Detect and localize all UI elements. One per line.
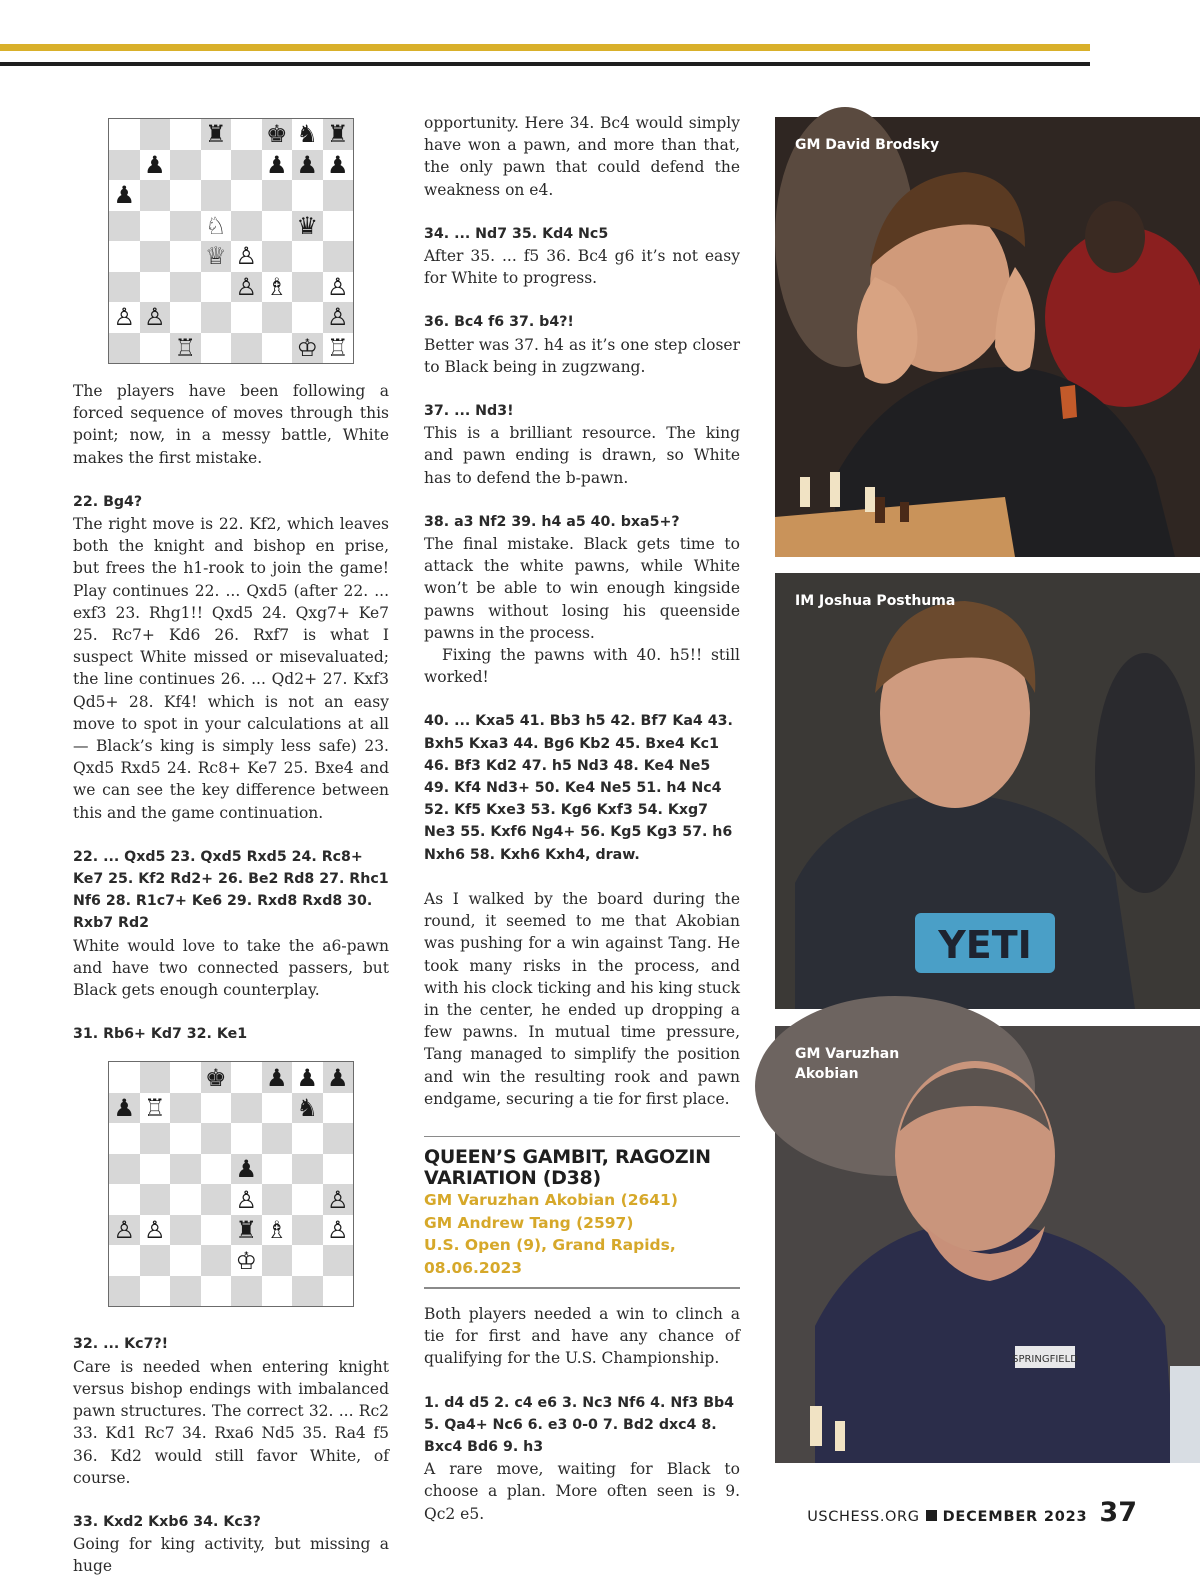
board-square: [323, 1184, 354, 1215]
board-square: [262, 150, 293, 181]
paragraph: The final mistake. Black gets time to attack the white pawns, while White won’t be able to win enough kingside pawns without losing his queenside pawns in the process.: [424, 535, 740, 642]
board-square: [231, 333, 262, 364]
column-middle: [424, 112, 740, 1525]
board-square: [109, 180, 140, 211]
move-text: 22. ... Qxd5 23. Qxd5 Rxd5 24. Rc8+ Ke7 25. Kf2 Rd2+ 26. Be2 Rd8 27. Rhc1 Nf6 28. R1c7+ Ke6 29. Rxd8 Rxd8 30. Rxb7 Rd2: [73, 848, 389, 932]
white-player: GM Varuzhan Akobian (2641): [424, 1191, 678, 1210]
board-square: [231, 1215, 262, 1246]
board-square: [292, 241, 323, 272]
board-square: [201, 1215, 232, 1246]
board-square: [140, 211, 171, 242]
move-text: 37. ... Nd3!: [424, 403, 514, 420]
board-square: [323, 180, 354, 211]
board-square: [323, 1245, 354, 1276]
paragraph: opportunity. Here 34. Bc4 would simply have won a pawn, and more than that, the only pawn that could defend the weakness on e4.: [424, 114, 740, 199]
board-square: [262, 241, 293, 272]
paragraph: The players have been following a forced sequence of moves through this point; now, in a messy battle, White makes the first mistake.: [73, 382, 389, 467]
board-square: [231, 180, 262, 211]
board-square: [140, 180, 171, 211]
board-square: [262, 1123, 293, 1154]
shirt-logo: YETI: [938, 923, 1032, 967]
black-knight-icon: ♞: [296, 120, 318, 149]
board-square: [292, 1154, 323, 1185]
board-square: [170, 150, 201, 181]
board-square: [292, 1123, 323, 1154]
board-square: [323, 119, 354, 150]
board-square: [231, 1245, 262, 1276]
board-square: [170, 302, 201, 333]
board-square: [201, 1245, 232, 1276]
board-square: [109, 1154, 140, 1185]
board-square: [201, 150, 232, 181]
move-text: 40. ... Kxa5 41. Bb3 h5 42. Bf7 Ka4 43. Bxh5 Kxa3 44. Bg6 Kb2 45. Bxe4 Kc1 46. Bf3 Kd2 47. h5 Nd3 48. Ke4 Ne5 49. Kf4 Nd3+ 50. Ke4 Ne5 51. h4 Nc4 52. Kf5 Kxe3 53. Kg6 Kxf3 54. Kxg7 Ne3 55. Kxf6 Ng4+ 56. Kg5 Kg3 57. h6 Nxh6 58. Kxh6 Kxh4, draw.: [424, 713, 733, 863]
board-square: [323, 1215, 354, 1246]
paragraph: A rare move, waiting for Black to choose a plan. More often seen is 9. Qc2 e5.: [424, 1460, 740, 1523]
move-text: 22. Bg4?: [73, 493, 143, 510]
white-pawn-icon: ♙: [235, 272, 257, 301]
board-square: [201, 333, 232, 364]
board-square: [262, 1276, 293, 1307]
photo-caption: IM Joshua Posthuma: [795, 593, 956, 609]
board-square: [231, 272, 262, 303]
board-square: [292, 333, 323, 364]
column-left: [73, 118, 389, 1578]
white-king-icon: ♔: [235, 1246, 257, 1275]
board-square: [140, 241, 171, 272]
board-square: [201, 119, 232, 150]
board-square: [170, 272, 201, 303]
board-square: [109, 1245, 140, 1276]
board-square: [170, 1184, 201, 1215]
footer-site: USCHESS.ORG: [807, 1509, 920, 1525]
board-square: [262, 119, 293, 150]
white-rook-icon: ♖: [143, 1094, 166, 1123]
board-square: [231, 1093, 262, 1124]
black-pawn-icon: ♟: [296, 150, 318, 179]
photo-caption: GM David Brodsky: [795, 137, 940, 153]
board-square: [262, 1154, 293, 1185]
board-square: [109, 1215, 140, 1246]
photo-caption: [795, 1044, 899, 1084]
board-square: [170, 119, 201, 150]
board-square: [262, 1093, 293, 1124]
move-text: 33. Kxd2 Kxb6 34. Kc3?: [73, 1513, 261, 1530]
white-pawn-icon: ♙: [113, 1216, 135, 1245]
photo-caption-line: GM Varuzhan: [795, 1046, 900, 1062]
photo-caption-line: Akobian: [795, 1066, 859, 1082]
white-pawn-icon: ♙: [326, 1216, 349, 1245]
board-square: [292, 272, 323, 303]
paragraph: The right move is 22. Kf2, which leaves both the knight and bishop en prise, but frees the h1-rook to join the game! Play continues 22. ... Qxd5 (after 22. ... exf3 23. Rhg1!! Qxd5 24. Qxg7+ Ke7 25. Rc7+ Kd6 26. Rxf7 is what I suspect White missed or misevaluated; the line continues 26. ... Qd2+ 27. Kxf3 Qd5+ 28. Kf4! which is not an easy move to spot in your calculations at all — Black’s king is simply less safe) 23. Qxd5 Rxd5 24. Rc8+ Ke7 25. Bxe4 and we can see the key difference between this and the game continuation.: [73, 515, 389, 822]
player-illustration: [775, 117, 1200, 557]
board-square: [109, 1093, 140, 1124]
board-square: [292, 302, 323, 333]
white-rook-icon: ♖: [326, 333, 349, 362]
white-pawn-icon: ♙: [143, 1216, 166, 1245]
board-square: [323, 211, 354, 242]
board-square: [140, 302, 171, 333]
board-square: [109, 211, 140, 242]
board-square: [323, 1154, 354, 1185]
board-square: [231, 119, 262, 150]
black-king-icon: ♚: [204, 1063, 227, 1092]
board-square: [201, 1184, 232, 1215]
board-square: [109, 272, 140, 303]
black-rook-icon: ♜: [204, 120, 227, 149]
move-text: 31. Rb6+ Kd7 32. Ke1: [73, 1026, 248, 1043]
board-square: [140, 150, 171, 181]
board-square: [201, 1093, 232, 1124]
board-square: [231, 1123, 262, 1154]
board-square: [140, 1215, 171, 1246]
black-pawn-icon: ♟: [113, 181, 135, 210]
black-pawn-icon: ♟: [296, 1063, 318, 1092]
board-square: [292, 180, 323, 211]
board-square: [140, 1276, 171, 1307]
board-square: [323, 241, 354, 272]
black-rook-icon: ♜: [326, 120, 349, 149]
black-player: GM Andrew Tang (2597): [424, 1213, 634, 1232]
section-divider: [424, 1287, 740, 1289]
board-square: [201, 241, 232, 272]
paragraph: As I walked by the board during the round, it seemed to me that Akobian was pushing for a win against Tang. He took many risks in the process, and with his clock ticking and his king stuck in the center, he ended up dropping a few pawns. In mutual time pressure, Tang managed to simplify the position and win the resulting rook and pawn endgame, securing a tie for first place.: [424, 889, 740, 1108]
white-rook-icon: ♖: [174, 333, 196, 362]
board-square: [140, 1154, 171, 1185]
event: U.S. Open (9), Grand Rapids,: [424, 1236, 676, 1255]
paragraph: After 35. ... f5 36. Bc4 g6 it’s not easy for White to progress.: [424, 247, 740, 288]
paragraph: Both players needed a win to clinch a tie for first and have any chance of qualifying for the U.S. Championship.: [424, 1304, 740, 1368]
board-square: [292, 1093, 323, 1124]
board-square: [262, 1245, 293, 1276]
board-square: [262, 180, 293, 211]
board-square: [170, 1093, 201, 1124]
photo-varuzhan-akobian: [775, 1026, 1200, 1463]
white-king-icon: ♔: [296, 333, 318, 362]
board-square: [292, 150, 323, 181]
board-square: [231, 241, 262, 272]
board-square: [109, 333, 140, 364]
board-square: [109, 1062, 140, 1093]
board-square: [231, 1276, 262, 1307]
board-square: [292, 1276, 323, 1307]
board-square: [323, 1062, 354, 1093]
black-pawn-icon: ♟: [265, 150, 288, 179]
white-bishop-icon: ♗: [265, 272, 288, 301]
white-pawn-icon: ♙: [143, 303, 166, 332]
board-square: [201, 302, 232, 333]
board-square: [231, 302, 262, 333]
board-square: [170, 1215, 201, 1246]
board-square: [201, 1062, 232, 1093]
header-dark-rule: [0, 62, 1090, 66]
white-queen-icon: ♕: [204, 242, 227, 271]
black-pawn-icon: ♟: [326, 1063, 349, 1092]
player-illustration: [775, 1026, 1200, 1463]
page-footer: [807, 1497, 1137, 1528]
paragraph: Fixing the pawns with 40. h5!! still worked!: [424, 646, 740, 687]
page-number: 37: [1099, 1497, 1137, 1528]
board-square: [170, 180, 201, 211]
board-square: [323, 1276, 354, 1307]
board-square: [201, 1154, 232, 1185]
board-square: [262, 1215, 293, 1246]
board-square: [109, 150, 140, 181]
board-square: [170, 1245, 201, 1276]
board-square: [292, 211, 323, 242]
board-square: [262, 272, 293, 303]
move-text: 38. a3 Nf2 39. h4 a5 40. bxa5+?: [424, 513, 680, 530]
board-square: [170, 241, 201, 272]
move-text: 36. Bc4 f6 37. b4?!: [424, 314, 574, 331]
chess-diagram-2: [108, 1061, 354, 1307]
white-pawn-icon: ♙: [326, 272, 349, 301]
board-square: [323, 150, 354, 181]
black-queen-icon: ♛: [296, 211, 318, 240]
board-square: [109, 1123, 140, 1154]
board-square: [262, 333, 293, 364]
board-square: [262, 1184, 293, 1215]
paragraph: Better was 37. h4 as it’s one step closer to Black being in zugzwang.: [424, 335, 740, 376]
board-square: [292, 1215, 323, 1246]
board-square: [201, 1276, 232, 1307]
board-square: [170, 1154, 201, 1185]
board-square: [109, 1184, 140, 1215]
black-knight-icon: ♞: [296, 1094, 318, 1123]
section-divider: [424, 1136, 740, 1138]
paragraph: Care is needed when entering knight versus bishop endings with imbalanced pawn structures. The correct 32. ... Rc2 33. Kd1 Rc7 34. Rxa6 Nd5 35. Ra4 f5 36. Kd2 would still favor White, of course.: [73, 1357, 389, 1487]
board-square: [140, 333, 171, 364]
white-pawn-icon: ♙: [235, 1185, 257, 1214]
game-heading-line: VARIATION (D38): [424, 1167, 601, 1190]
paragraph: Going for king activity, but missing a huge: [73, 1535, 389, 1576]
board-square: [109, 119, 140, 150]
white-knight-icon: ♘: [204, 211, 227, 240]
black-pawn-icon: ♟: [235, 1155, 257, 1184]
white-bishop-icon: ♗: [265, 1216, 288, 1245]
black-rook-icon: ♜: [235, 1216, 257, 1245]
board-square: [262, 211, 293, 242]
board-square: [170, 1123, 201, 1154]
board-square: [201, 211, 232, 242]
paragraph: White would love to take the a6-pawn and have two connected passers, but Black gets enough counterplay.: [73, 936, 389, 1000]
board-square: [231, 1184, 262, 1215]
footer-separator: [926, 1510, 937, 1521]
board-square: [201, 1123, 232, 1154]
player-illustration: [775, 573, 1200, 1009]
move-text: 1. d4 d5 2. c4 e6 3. Nc3 Nf6 4. Nf3 Bb4 5. Qa4+ Nc6 6. e3 0-0 7. Bd2 dxc4 8. Bxc4 Bd6 9. h3: [424, 1394, 735, 1455]
move-text: 32. ... Kc7?!: [73, 1336, 169, 1353]
board-square: [262, 1062, 293, 1093]
board-square: [140, 1123, 171, 1154]
game-info: [424, 1189, 740, 1279]
game-heading: [424, 1147, 740, 1189]
black-pawn-icon: ♟: [143, 150, 166, 179]
board-square: [140, 1093, 171, 1124]
board-square: [323, 333, 354, 364]
white-pawn-icon: ♙: [326, 303, 349, 332]
board-square: [262, 302, 293, 333]
photo-david-brodsky: [775, 117, 1200, 557]
white-pawn-icon: ♙: [235, 242, 257, 271]
header-gold-rule: [0, 44, 1090, 51]
board-square: [292, 1062, 323, 1093]
footer-issue: DECEMBER 2023: [942, 1509, 1088, 1525]
board-square: [109, 1276, 140, 1307]
white-pawn-icon: ♙: [113, 303, 135, 332]
photo-joshua-posthuma: [775, 573, 1200, 1009]
chess-diagram-1: [108, 118, 354, 364]
board-square: [323, 272, 354, 303]
board-square: [292, 1245, 323, 1276]
board-square: [201, 272, 232, 303]
board-square: [140, 119, 171, 150]
board-square: [292, 1184, 323, 1215]
board-square: [140, 1245, 171, 1276]
board-square: [323, 1093, 354, 1124]
black-pawn-icon: ♟: [113, 1094, 135, 1123]
black-pawn-icon: ♟: [326, 150, 349, 179]
board-square: [170, 333, 201, 364]
board-square: [140, 1184, 171, 1215]
game-heading-line: QUEEN’S GAMBIT, RAGOZIN: [424, 1146, 711, 1169]
board-square: [231, 1154, 262, 1185]
board-square: [323, 1123, 354, 1154]
board-square: [170, 1062, 201, 1093]
board-square: [323, 302, 354, 333]
board-square: [292, 119, 323, 150]
board-square: [140, 1062, 171, 1093]
board-square: [231, 150, 262, 181]
black-pawn-icon: ♟: [265, 1063, 288, 1092]
board-square: [201, 180, 232, 211]
game-date: 08.06.2023: [424, 1258, 523, 1277]
board-square: [140, 272, 171, 303]
board-square: [231, 211, 262, 242]
move-text: 34. ... Nd7 35. Kd4 Nc5: [424, 225, 609, 242]
board-square: [109, 302, 140, 333]
board-square: [170, 1276, 201, 1307]
board-square: [231, 1062, 262, 1093]
white-pawn-icon: ♙: [326, 1185, 349, 1214]
board-square: [170, 211, 201, 242]
badge-text: SPRINGFIELD: [1012, 1354, 1078, 1365]
board-square: [109, 241, 140, 272]
paragraph: This is a brilliant resource. The king and pawn ending is drawn, so White has to defend the b-pawn.: [424, 424, 740, 487]
black-king-icon: ♚: [265, 120, 288, 149]
